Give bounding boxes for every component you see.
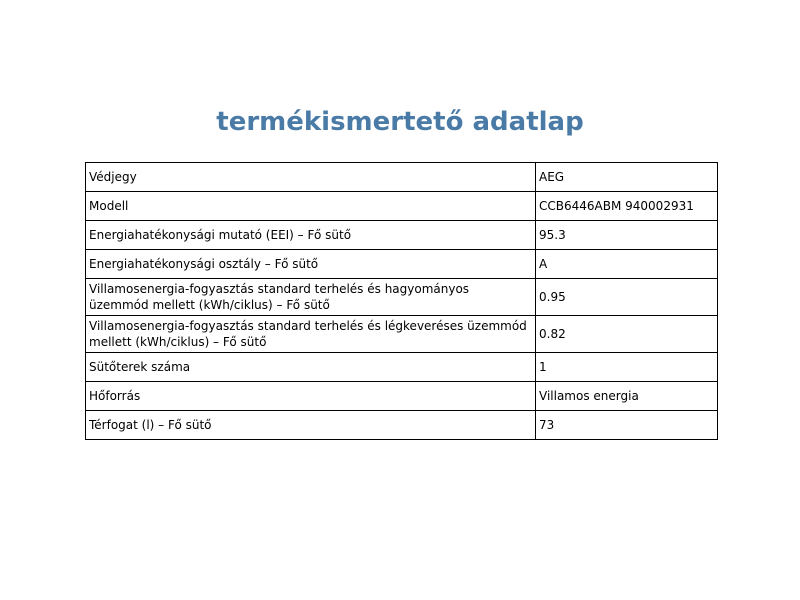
table-row: [86, 316, 718, 353]
row-value: 0.82: [536, 316, 718, 353]
row-label: Sütőterek száma: [86, 353, 536, 382]
row-label: Villamosenergia-fogyasztás standard terhelés és légkeveréses üzemmód mellett (kWh/ciklus) – Fő sütő: [86, 316, 536, 353]
row-value: A: [536, 250, 718, 279]
row-value: CCB6446ABM 940002931: [536, 192, 718, 221]
page-title: termékismertető adatlap: [216, 107, 584, 137]
row-value: Villamos energia: [536, 382, 718, 411]
table-row: [86, 192, 718, 221]
row-label: Térfogat (l) – Fő sütő: [86, 411, 536, 440]
row-value: AEG: [536, 163, 718, 192]
row-label: Energiahatékonysági mutató (EEI) – Fő sütő: [86, 221, 536, 250]
table-row: [86, 221, 718, 250]
table-row: [86, 163, 718, 192]
row-label: Villamosenergia-fogyasztás standard terhelés és hagyományos üzemmód mellett (kWh/ciklus) – Fő sütő: [86, 279, 536, 316]
table-row: [86, 411, 718, 440]
row-label: Modell: [86, 192, 536, 221]
product-spec-table: [85, 162, 718, 440]
table-row: [86, 382, 718, 411]
row-value: 1: [536, 353, 718, 382]
row-label: Energiahatékonysági osztály – Fő sütő: [86, 250, 536, 279]
table-row: [86, 250, 718, 279]
row-value: 73: [536, 411, 718, 440]
row-value: 0.95: [536, 279, 718, 316]
row-value: 95.3: [536, 221, 718, 250]
row-label: Védjegy: [86, 163, 536, 192]
row-label: Hőforrás: [86, 382, 536, 411]
table-row: [86, 353, 718, 382]
table-row: [86, 279, 718, 316]
